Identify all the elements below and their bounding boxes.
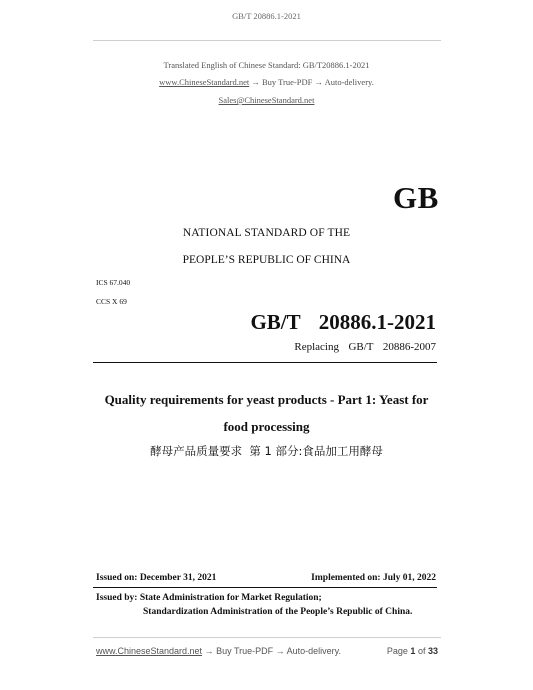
national-standard-heading: NATIONAL STANDARD OF THE <box>182 227 351 239</box>
of-word: of <box>417 646 426 656</box>
gb-logo: GB <box>393 180 439 215</box>
page-word: Page <box>386 646 408 656</box>
footer-auto-delivery-text: Auto-delivery. <box>286 646 341 656</box>
document-title-line-1: Quality requirements for yeast products - Part 1: Yeast for <box>104 392 429 407</box>
ics-code: ICS 67.040 <box>96 278 131 287</box>
page-indicator <box>387 646 438 656</box>
header-divider <box>93 40 441 41</box>
arrow-icon: → <box>251 77 260 87</box>
purchase-line <box>0 77 533 87</box>
website-link[interactable]: www.ChineseStandard.net <box>159 77 250 87</box>
standard-number: GB/T 20886.1-2021 <box>250 310 436 334</box>
buy-pdf-text: Buy True-PDF <box>262 77 313 87</box>
arrow-icon: → <box>204 646 214 656</box>
document-title-chinese: 酵母产品质量要求 第 1 部分:食品加工用酵母 <box>150 444 383 458</box>
replacing-note: Replacing GB/T 20886-2007 <box>294 341 436 353</box>
implemented-date: Implemented on: July 01, 2022 <box>311 573 436 583</box>
footer-divider <box>93 637 441 638</box>
translated-notice: Translated English of Chinese Standard: GB/T20886.1-2021 <box>163 60 370 70</box>
prc-heading: PEOPLE’S REPUBLIC OF CHINA <box>182 254 351 266</box>
running-head: GB/T 20886.1-2021 <box>232 11 301 21</box>
title-divider <box>93 362 437 363</box>
document-title-line-2: food processing <box>223 419 310 434</box>
arrow-icon: → <box>275 646 285 656</box>
footer-purchase-line <box>96 646 341 656</box>
footer-buy-pdf-text: Buy True-PDF <box>216 646 274 656</box>
footer-website-link[interactable]: www.ChineseStandard.net <box>96 646 203 656</box>
issued-by-line-1: Issued by: State Administration for Market Regulation; <box>96 593 322 603</box>
total-pages: 33 <box>427 646 438 656</box>
arrow-icon: → <box>314 77 323 87</box>
auto-delivery-text: Auto-delivery. <box>324 77 374 87</box>
issued-by-line-2: Standardization Administration of the People’s Republic of China. <box>143 607 413 617</box>
ccs-code: CCS X 69 <box>96 297 127 306</box>
dates-divider <box>93 587 437 588</box>
sales-email-link[interactable]: Sales@ChineseStandard.net <box>218 95 315 105</box>
current-page: 1 <box>410 646 416 656</box>
issued-date: Issued on: December 31, 2021 <box>96 573 217 583</box>
sales-line <box>0 95 533 105</box>
